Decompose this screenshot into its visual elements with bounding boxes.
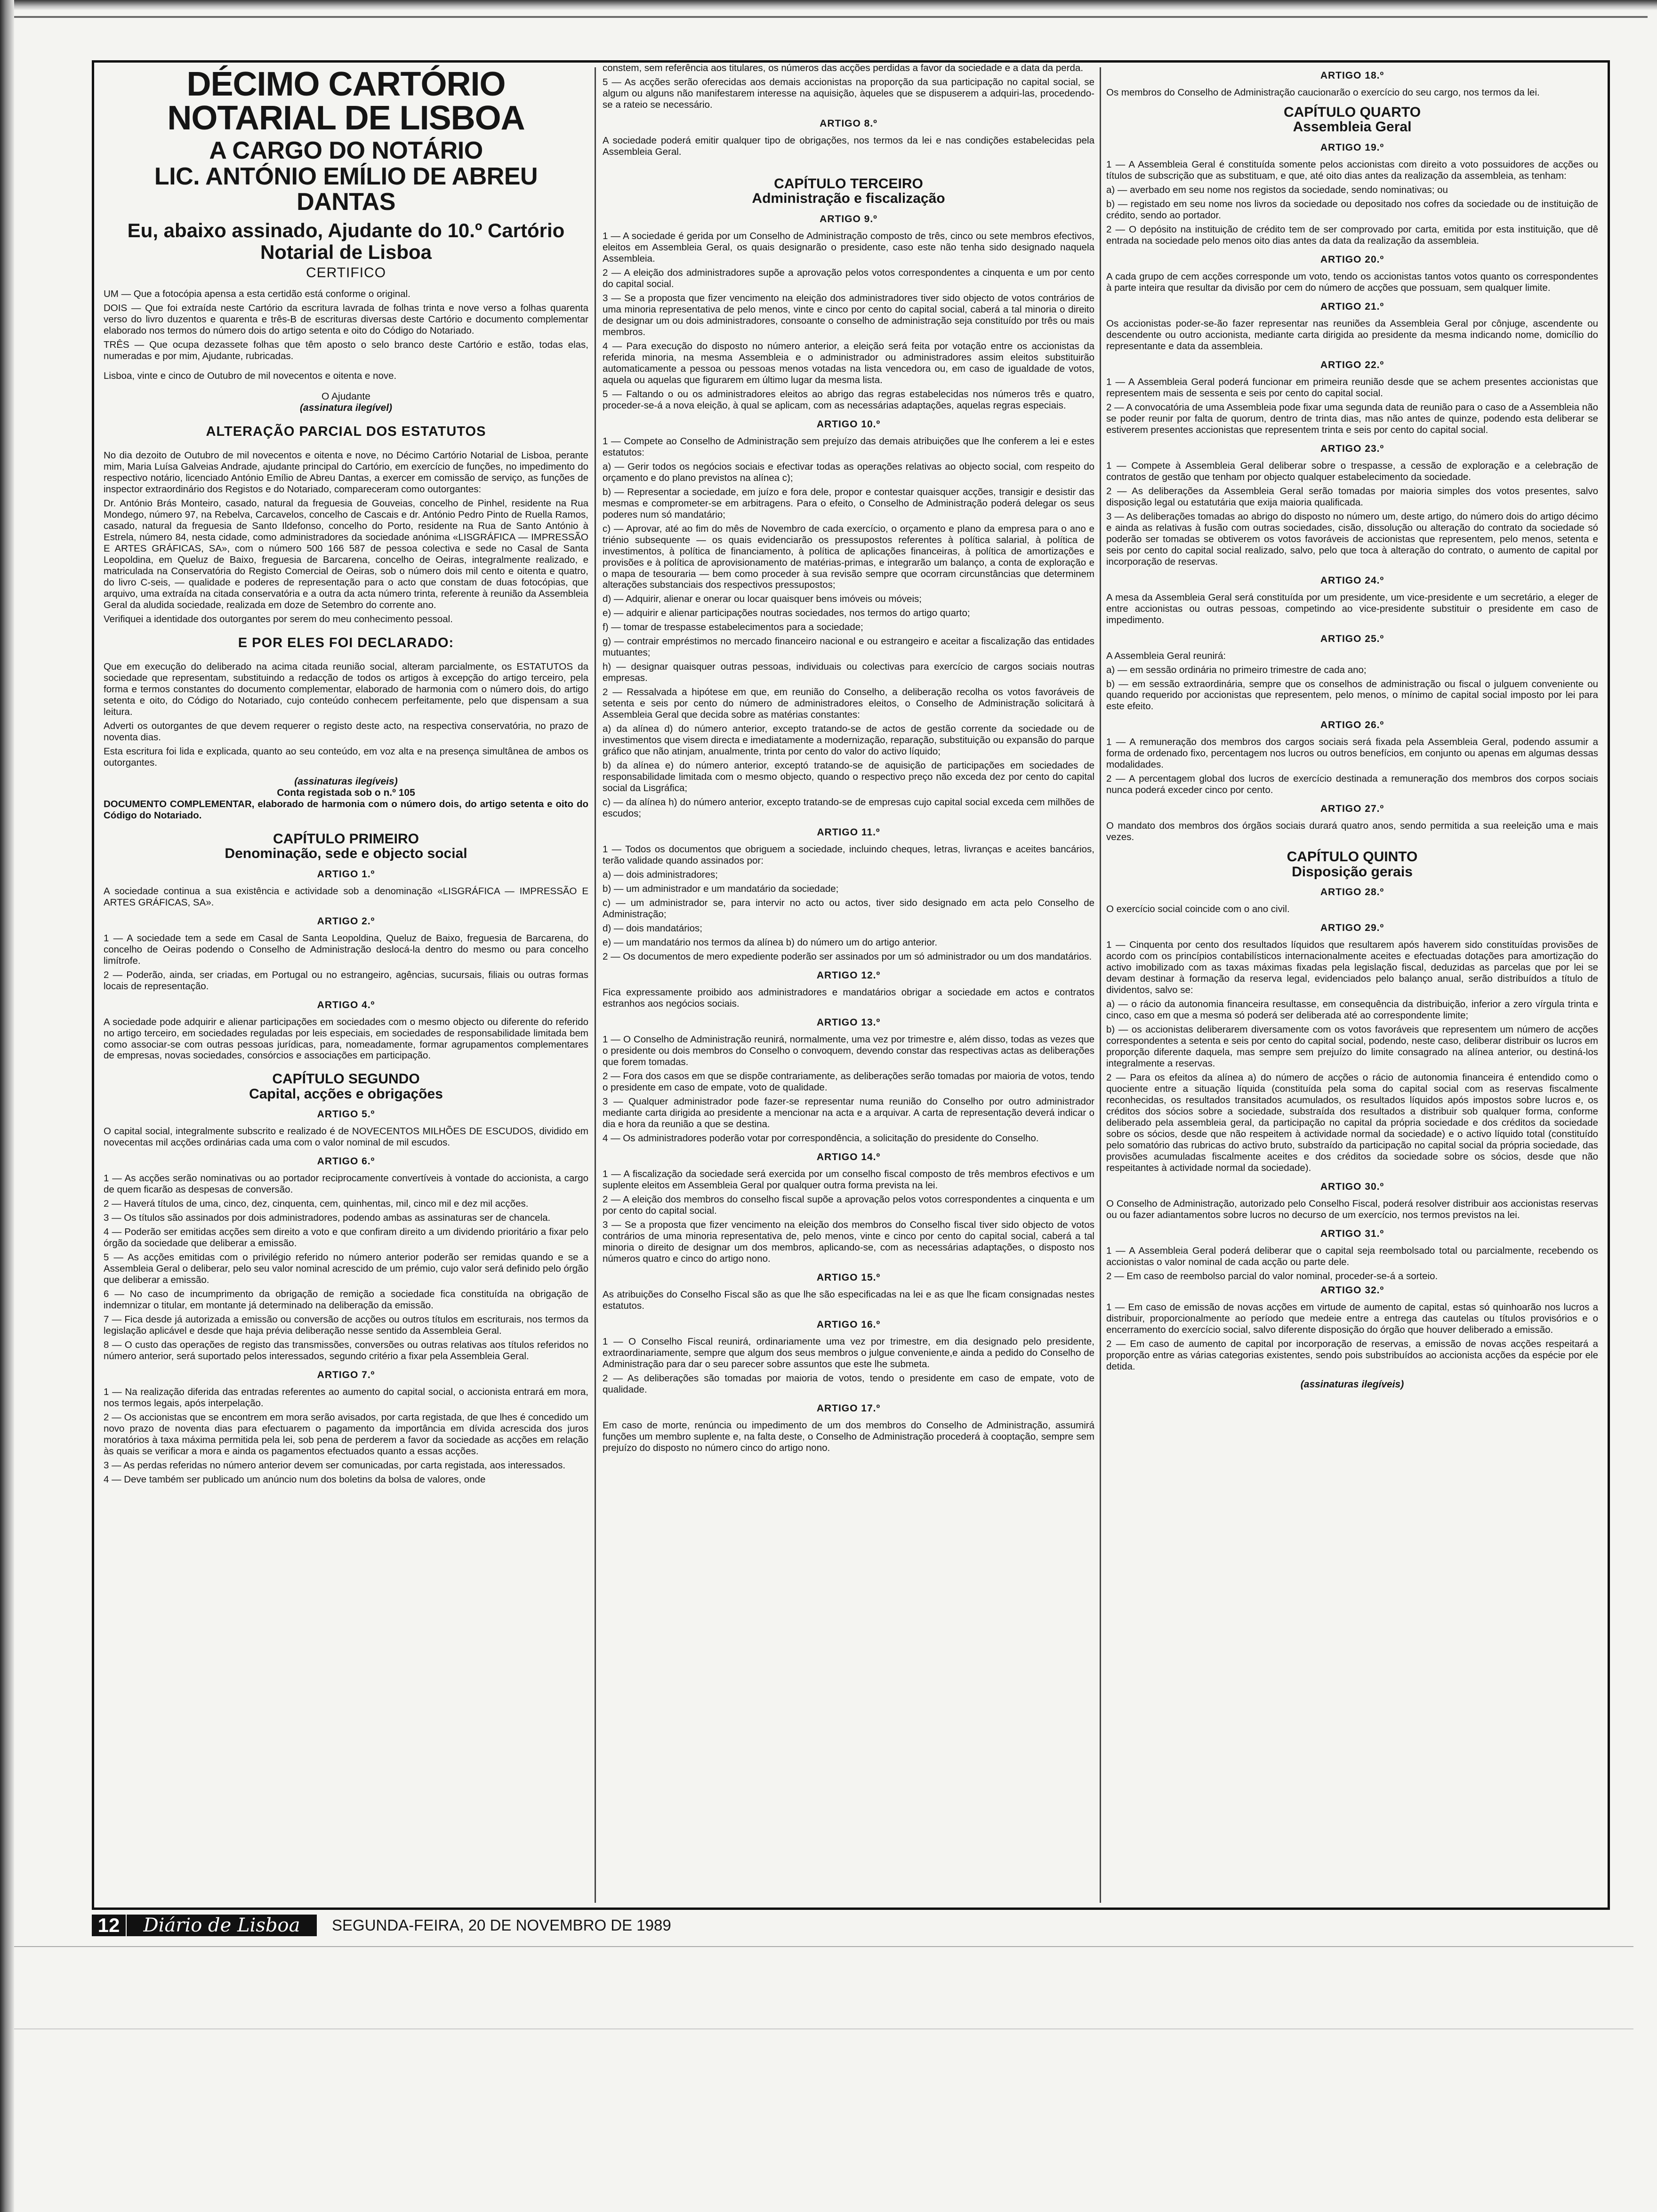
list-item: b) — Representar a sociedade, em juízo e fora dele, propor e contestar quaisquer acções, transigir e desistir das mesmas e comprometer-se em arbitragens. Para o efeito, o Conselho de Administração poderá delegar os seus poderes num só mandatário; (603, 486, 1094, 520)
list-item: a) — Gerir todos os negócios sociais e efectivar todas as operações relativas ao objecto social, com respeito do orçamento e do plano previstos na alínea c); (603, 461, 1094, 483)
ajudante-label: O Ajudante (322, 391, 370, 402)
assistant-line: Eu, abaixo assinado, Ajudante do 10.º Cartório Notarial de Lisboa (127, 219, 565, 263)
paragraph: Os accionistas poder-se-ão fazer representar nas reuniões da Assembleia Geral por cônjuge, ascendente ou descendente ou outro accionista, mediante carta dirigida ao presidente da mesma indicando nome, domicílio do representante e data da assembleia. (1106, 318, 1598, 352)
list-item: b) da alínea e) do número anterior, exceptó tratando-se de aquisição de participações em sociedades de responsabilidade limitada com o mesmo objecto, quando o respectivo preço não exceda dez por cento do capital social da Lisgráfica; (603, 760, 1094, 794)
list-item: a) da alínea d) do número anterior, excepto tratando-se de actos de gestão corrente da sociedade ou de investimentos que visem directa e imediatamente a modernização, reparação, substituição ou expansão do parque gráfico que não atinjam, anualmente, trinta por cento do valor do activo líquido; (603, 723, 1094, 757)
paragraph: 5 — Faltando o ou os administradores eleitos ao abrigo das regras estabelecidas nos números três e quatro, proceder-se-á a nova eleição, à qual se aplicam, com as necessárias adaptações, aquelas regras especiais. (603, 388, 1094, 411)
list-item: a) — averbado em seu nome nos registos da sociedade, sendo nominativas; ou (1106, 184, 1448, 195)
section-heading: ALTERAÇÃO PARCIAL DOS ESTATUTOS (206, 424, 486, 440)
paragraph: 1 — A Assembleia Geral poderá deliberar que o capital seja reembolsado total ou parcialmente, recebendo os accionistas o valor nominal de cada acção ou parte dele. (1106, 1245, 1598, 1267)
article-heading: ARTIGO 30.º (1320, 1181, 1384, 1193)
signature-note: (assinaturas ilegíveis) (294, 776, 398, 787)
article-heading: ARTIGO 2.º (317, 915, 375, 927)
article-heading: ARTIGO 16.º (816, 1319, 881, 1330)
article-heading: ARTIGO 17.º (816, 1403, 881, 1414)
paragraph: 2 — Em caso de reembolso parcial do valor nominal, proceder-se-á a sorteio. (1106, 1270, 1438, 1282)
list-item: h) — designar quaisquer outras pessoas, individuais ou colectivas para exercício de cargos sociais noutras empresas. (603, 661, 1094, 684)
paragraph: 2 — Haverá títulos de uma, cinco, dez, cinquenta, cem, quinhentas, mil, cinco mil e dez mil acções. (104, 1198, 529, 1210)
paragraph: O mandato dos membros dos órgãos sociais durará quatro anos, sendo permitida a sua reeleição uma e mais vezes. (1106, 820, 1598, 843)
column-2 (603, 63, 1094, 1907)
list-item: c) — um administrador se, para intervir no acto ou actos, tiver sido designado em acta pelo Conselho de Administração; (603, 898, 1094, 920)
article-heading: ARTIGO 20.º (1320, 254, 1384, 265)
column-3 (1106, 63, 1598, 1907)
page-footer (92, 1912, 798, 1940)
chapter-title: Assembleia Geral (1293, 119, 1412, 135)
article-heading: ARTIGO 15.º (816, 1272, 881, 1283)
paragraph: 1 — Em caso de emissão de novas acções em virtude de aumento de capital, estas só quinhoarão nos lucros a distribuir, proporcionalmente ao período que medeie entre a entrega das cautelas ou títulos provisórios e o encerramento do exercício social, salvo diferente disposição do órgão que houver deliberado a emissão. (1106, 1301, 1598, 1335)
paragraph: 1 — A Assembleia Geral poderá funcionar em primeira reunião desde que se achem presentes accionistas que representem mais de sessenta e seis por cento do capital social. (1106, 376, 1598, 399)
paragraph: 1 — O Conselho de Administração reunirá, normalmente, uma vez por trimestre e, além disso, todas as vezes que o presidente ou dois membros do Conselho o convoquem, devendo constar das respectivas actas as deliberações que forem tomadas. (603, 1034, 1094, 1067)
notary-line: A CARGO DO NOTÁRIO (209, 137, 483, 164)
paragraph: 5 — As acções emitidas com o privilégio referido no número anterior poderão ser remidas quando e se a Assembleia Geral o deliberar, pelo seu valor nominal acrescido de um prémio, cujo valor será definido pelo órgão que deliberar a emissão. (104, 1252, 588, 1286)
paragraph: Dr. António Brás Monteiro, casado, natural da freguesia de Gouveias, concelho de Pinhel, residente na Rua Mondego, número 97, na Rebelva, Carcavelos, concelho de Cascais e dr. António Pedro Pinto de Ruella Ramos, casado, natural da freguesia de Santo Ildefonso, concelho do Porto, residente na Rua de Santo António à Estrela, número 84, nesta cidade, como administradores da sociedade anónima «LISGRÁFICA — IMPRESSÃO E ARTES GRÁFICAS, SA», com o número 500 166 587 de pessoa colectiva e sede no Casal de Santa Leopoldina, em Queluz de Baixo, freguesia de Barcarena, concelho de Oeiras, integralmente realizado, e matriculada na Conservatória do Registo Comercial de Oeiras, sob o número dois mil cento e oitenta e quatro, do livro C-seis, — qualidade e poderes de representação para o acto que constam de duas fotocópias, que arquivo, uma extraída na citada conservatória e a outra da acta número trinta, referente à reunião da Assembleia Geral da aludida sociedade, realizada em doze de Setembro do corrente ano. (104, 497, 588, 610)
paragraph: 2 — Poderão, ainda, ser criadas, em Portugal ou no estrangeiro, agências, sucursais, filiais ou outras formas locais de representação. (104, 969, 588, 992)
paragraph: Lisboa, vinte e cinco de Outubro de mil novecentos e oitenta e nove. (104, 370, 397, 382)
paragraph: Em caso de morte, renúncia ou impedimento de um dos membros do Conselho de Administração, assumirá funções um membro suplente e, na falta deste, o Conselho de Administração procederá à cooptação, sempre sem prejuízo do disposto no número cinco do artigo nono. (603, 1419, 1094, 1453)
list-item: b) — em sessão extraordinária, sempre que os conselhos de administração ou fiscal o julguem conveniente ou quando requerido por accionistas que representem, pelo menos, o mínimo de capital social imposto por lei para este efeito. (1106, 678, 1598, 712)
paragraph: 1 — A fiscalização da sociedade será exercida por um conselho fiscal composto de três membros efectivos e um suplente eleitos em Assembleia Geral por qualquer outra forma prevista na lei. (603, 1168, 1094, 1191)
paragraph: TRÊS — Que ocupa dezassete folhas que têm aposto o selo branco deste Cartório e estão, todas elas, numeradas e por mim, Ajudante, rubricadas. (104, 339, 588, 362)
list-item: a) — em sessão ordinária no primeiro trimestre de cada ano; (1106, 664, 1367, 675)
article-heading: ARTIGO 5.º (317, 1109, 375, 1120)
article-heading: ARTIGO 23.º (1320, 443, 1384, 454)
article-heading: ARTIGO 31.º (1320, 1228, 1384, 1239)
paragraph: O exercício social coincide com o ano civil. (1106, 904, 1290, 915)
bottom-rule (14, 1946, 1633, 1947)
bottom-rule (14, 2028, 1633, 2029)
paragraph: 1 — Na realização diferida das entradas referentes ao aumento do capital social, o accionista entrará em mora, nos termos legais, após interpelação. (104, 1387, 588, 1409)
article-heading: ARTIGO 6.º (317, 1156, 375, 1167)
article-heading: ARTIGO 21.º (1320, 301, 1384, 312)
column-rule (595, 67, 596, 1903)
chapter-number: CAPÍTULO QUARTO (1283, 104, 1421, 120)
article-heading: ARTIGO 9.º (820, 213, 877, 224)
paragraph: Adverti os outorgantes de que devem requerer o registo deste acto, na respectiva conservatória, no prazo de noventa dias. (104, 720, 588, 743)
paragraph: 1 — O Conselho Fiscal reunirá, ordinariamente uma vez por trimestre, em dia designado pelo presidente, extraordinariamente, sempre que algum dos seus membros o julgue conveniente,e ainda a pedido do Conselho de Administração para dar o seu parecer sobre assuntos que este lhe submeta. (603, 1336, 1094, 1370)
paragraph: A sociedade pode adquirir e alienar participações em sociedades com o mesmo objecto ou diferente do referido no artigo terceiro, em sociedades reguladas por leis especiais, em sociedades de responsabilidade limitada bem como associar-se com outras pessoas jurídicas, para, nomeadamente, formar agrupamentos complementares de empresas, novas sociedades, consórcios e associações em participação. (104, 1016, 588, 1061)
list-item: b) — um administrador e um mandatário da sociedade; (603, 883, 839, 895)
paragraph: 4 — Para execução do disposto no número anterior, a eleição será feita por votação entre os accionistas da referida minoria, na mesma Assembleia e o administrador ou administradores assim eleitos substituirão automaticamente a pessoa ou pessoas menos votadas na lista vencedora ou, em caso de igualdade de votos, aquela ou aquelas que figurarem em último lugar da mesma lista. (603, 340, 1094, 385)
paragraph: 2 — Os accionistas que se encontrem em mora serão avisados, por carta registada, de que lhes é concedido um novo prazo de noventa dias para efectuarem o pagamento da importância em dívida acrescida dos juros moratórios à taxa máxima permitida pela lei, sob pena de perderem a favor da sociedade as acções em relação às quais se verificar a mora e ainda os pagamentos efectuados quanto a essas acções. (104, 1412, 588, 1457)
signature-note: (assinatura ilegível) (299, 402, 393, 414)
notice-title: DÉCIMO CARTÓRIO NOTARIAL DE LISBOA (167, 65, 525, 137)
paragraph: 2 — A eleição dos membros do conselho fiscal supõe a aprovação pelos votos correspondentes a cinquenta e um por cento do capital social. (603, 1194, 1094, 1216)
column-rule (1100, 67, 1101, 1903)
list-item: g) — contrair empréstimos no mercado financeiro nacional e ou estrangeiro e aceitar a fiscalização das entidades mutuantes; (603, 636, 1094, 658)
section-heading: E POR ELES FOI DECLARADO: (238, 635, 454, 650)
scan-rule (14, 16, 1648, 18)
chapter-number: CAPÍTULO SEGUNDO (272, 1071, 420, 1087)
paragraph: As atribuições do Conselho Fiscal são as que lhe são especificadas na lei e as que lhe ficam consignadas nestes estatutos. (603, 1289, 1094, 1311)
list-item: f) — tomar de trespasse estabelecimentos para a sociedade; (603, 622, 863, 633)
paragraph: 2 — Fora dos casos em que se dispõe contrariamente, as deliberações serão tomadas por maioria de votos, tendo o presidente em caso de empate, voto de qualidade. (603, 1070, 1094, 1093)
paragraph: 3 — As perdas referidas no número anterior devem ser comunicadas, por carta registada, aos interessados. (104, 1460, 566, 1471)
chapter-title: Capital, acções e obrigações (249, 1086, 443, 1102)
article-heading: ARTIGO 1.º (317, 868, 375, 880)
page-number: 12 (92, 1915, 126, 1936)
chapter-heading (104, 832, 588, 861)
paragraph: 3 — Os títulos são assinados por dois administradores, podendo ambas as assinaturas ser de chancela. (104, 1212, 551, 1224)
paragraph: 1 — A remuneração dos membros dos cargos sociais será fixada pela Assembleia Geral, podendo assumir a forma de ordenado fixo, percentagem nos lucros ou outros benefícios, em conjunto ou apenas em algumas dessas modalidades. (1106, 737, 1598, 770)
paragraph: 3 — Qualquer administrador pode fazer-se representar numa reunião do Conselho por outro administrador mediante carta dirigida ao presidente a mencionar na acta e a arquivar. A carta de representação deverá indicar o dia e hora da reunião a que se destina. (603, 1096, 1094, 1130)
paragraph: 1 — A sociedade é gerida por um Conselho de Administração composto de três, cinco ou sete membros efectivos, eleitos em Assembleia Geral, os quais designarão o presidente, caso este não tenha sido designado naquela Assembleia. (603, 230, 1094, 264)
paragraph: 3 — Se a proposta que fizer vencimento na eleição dos membros do Conselho fiscal tiver sido objecto de votos contrários de uma minoria representativa de, pelo menos, vinte e cinco por cento do capital social, caberá a tal minoria o direito de designar um dos membros, aplicando-se, com as necessárias adaptações, o disposto nos números quatro e cinco do artigo nono. (603, 1219, 1094, 1264)
list-item: d) — Adquirir, alienar e onerar ou locar quaisquer bens imóveis ou móveis; (603, 593, 922, 605)
chapter-heading (1106, 105, 1598, 135)
paragraph: Os membros do Conselho de Administração caucionarão o exercício do seu cargo, nos termos da lei. (1106, 87, 1540, 98)
article-heading: ARTIGO 22.º (1320, 359, 1384, 370)
chapter-number: CAPÍTULO TERCEIRO (774, 176, 923, 192)
list-item: c) — da alínea h) do número anterior, excepto tratando-se de empresas cujo capital social exceda cem milhões de escudos; (603, 797, 1094, 819)
column-1 (104, 63, 588, 1907)
chapter-heading (603, 176, 1094, 206)
paragraph: 8 — O custo das operações de registo das transmissões, conversões ou outras relativas aos títulos referidos no número anterior, será suportado pelos interessados, segundo critério a fixar pela Assembleia Geral. (104, 1339, 588, 1362)
paragraph: Esta escritura foi lida e explicada, quanto ao seu conteúdo, em voz alta e na presença simultânea de ambos os outorgantes. (104, 745, 588, 768)
conta-line: Conta registada sob o n.º 105 (277, 787, 415, 798)
list-item: e) — adquirir e alienar participações noutras sociedades, nos termos do artigo quarto; (603, 608, 970, 619)
article-heading: ARTIGO 11.º (817, 827, 880, 838)
list-item: a) — o rácio da autonomia financeira resultasse, em consequência da distribuição, inferior a zero vírgula trinta e cinco, caso em que a mesma só poderá ser deliberada até ao correspondente limite; (1106, 999, 1598, 1021)
signature-note: (assinaturas ilegíveis) (1300, 1378, 1404, 1390)
complementary-doc: DOCUMENTO COMPLEMENTAR, elaborado de harmonia com o número dois, do artigo setenta e oito do Código do Notariado. (104, 798, 588, 821)
paragraph: 2 — As deliberações da Assembleia Geral serão tomadas por maioria simples dos votos presentes, salvo disposição legal ou estatutária que exija maioria qualificada. (1106, 485, 1598, 508)
paragraph: 1 — Cinquenta por cento dos resultados líquidos que resultarem após haverem sido constituídas provisões de acordo com os princípios contabilísticos internacionalmente aceites e efectuadas dotações para amortização do activo imobilizado com as taxas máximas fixadas pela legislação fiscal, deduzidas as parcelas que por lei se devam destinar à formação da reserva legal, evidenciados pelo balanço anual, serão distribuídos a título de dividentos, salvo se: (1106, 939, 1598, 996)
paragraph: 2 — A eleição dos administradores supõe a aprovação pelos votos correspondentes a cinquenta e um por cento do capital social. (603, 267, 1094, 289)
list-item: d) — dois mandatários; (603, 923, 702, 934)
paragraph: 2 — Ressalvada a hipótese em que, em reunião do Conselho, a deliberação recolha os votos favoráveis de setenta e seis por cento do número de administradores eleitos, o Conselho de Administração solicitará à Assembleia Geral que decida sobre as matérias constantes: (603, 687, 1094, 721)
article-heading: ARTIGO 26.º (1320, 720, 1384, 731)
chapter-number: CAPÍTULO QUINTO (1287, 849, 1418, 865)
paragraph: constem, sem referência aos titulares, os números das acções perdidas a favor da sociedade e a data da perda. (603, 63, 1084, 73)
paragraph: Que em execução do deliberado na acima citada reunião social, alteram parcialmente, os ESTATUTOS da sociedade que representam, substituindo a redacção de todos os artigos à excepção do artigo terceiro, pela forma e termos constantes do documento complementar, elaborado de harmonia com o número dois, do artigo setenta e oito, do Código do Notariado, cujo conteúdo conhecem perfeitamente, pelo que dispensam a sua leitura. (104, 661, 588, 717)
chapter-number: CAPÍTULO PRIMEIRO (273, 831, 419, 847)
list-item: e) — um mandatário nos termos da alínea b) do número um do artigo anterior. (603, 937, 938, 948)
paragraph: 2 — Para os efeitos da alínea a) do número de acções o rácio de autonomia financeira é entendido como o quociente entre a situação líquida (constituída pela soma do capital social com as reservas fiscalmente reconhecidas, os resultados transitados acumulados, os resultados líquidos após impostos sobre lucros e, os créditos dos sócios sobre a sociedade, substraída dos resultados a distribuir sob qualquer forma, conforme deliberado pela assembleia geral, da participação no capital da própria sociedade e dos créditos da sociedade sobre os sócios, desde que não respeitem à actividade normal da sociedade) e o activo líquido total (constituído pelo somatório das rubricas do activo bruto, substraído da participação no capital social da própria sociedade, das provisões acumuladas fiscalmente aceites e dos créditos da sociedade sobre os sócios, desde que não respeitantes à actividade normal da sociedade). (1106, 1072, 1598, 1174)
notary-name: LIC. ANTÓNIO EMÍLIO DE ABREU DANTAS (154, 162, 538, 216)
paragraph: 2 — As deliberações são tomadas por maioria de votos, tendo o presidente em caso de empate, voto de qualidade. (603, 1372, 1094, 1395)
paragraph: UM — Que a fotocópia apensa a esta certidão está conforme o original. (104, 289, 410, 300)
chapter-heading (104, 1072, 588, 1101)
list-item: b) — registado em seu nome nos livros da sociedade ou depositado nos cofres da sociedade ou de instituição de crédito, sendo ao portador. (1106, 198, 1598, 221)
article-heading: ARTIGO 10.º (816, 418, 881, 430)
list-item: b) — os accionistas deliberarem diversamente com os votos favoráveis que representem um número de acções correspondentes a setenta e seis por cento do capital social, podendo, neste caso, deliberar distribuir os lucros em proporção diferente daquela, mas sempre sem prejuízo do limite consagrado na alínea anterior, ou destiná-los integralmente a reservas. (1106, 1024, 1598, 1069)
newspaper-masthead: Diário de Lisboa (127, 1915, 317, 1936)
paragraph: 2 — Em caso de aumento de capital por incorporação de reservas, a emissão de novas acções respeitará a proporção entre as várias categorias existentes, sendo pois substribuídos ao accionista acções da espécie por ele detida. (1106, 1338, 1598, 1372)
article-heading: ARTIGO 7.º (317, 1370, 375, 1381)
article-heading: ARTIGO 14.º (816, 1151, 881, 1162)
article-heading: ARTIGO 32.º (1320, 1284, 1384, 1296)
paragraph: O capital social, integralmente subscrito e realizado é de NOVECENTOS MILHÕES DE ESCUDOS, dividido em novecentas mil acções ordinárias cada uma com o valor nominal de mil escudos. (104, 1126, 588, 1148)
paragraph: 1 — Compete ao Conselho de Administração sem prejuízo das demais atribuições que lhe conferem a lei e estes estatutos: (603, 435, 1094, 458)
paragraph: 2 — O depósito na instituição de crédito tem de ser comprovado por carta, emitida por esta instituição, que dê entrada na sociedade pelo menos oito dias antes da data da realização da assembleia. (1106, 224, 1598, 246)
paragraph: A cada grupo de cem acções corresponde um voto, tendo os accionistas tantos votos quanto os correspondentes à parte inteira que resultar da divisão por cem do número de acções que possuam, sem qualquer limite. (1106, 271, 1598, 293)
notice-frame (92, 60, 1610, 1910)
chapter-title: Denominação, sede e objecto social (225, 846, 467, 862)
paragraph: 3 — Se a proposta que fizer vencimento na eleição dos administradores tiver sido objecto de votos contrários de uma minoria representativa de pelo menos, vinte e cinco por cento do capital social, caberá a tal minoria o direito de designar um ou dois administradores, consoante o conselho de administração seja constituído por três ou mais membros. (603, 292, 1094, 337)
paragraph: DOIS — Que foi extraída neste Cartório da escritura lavrada de folhas trinta e nove verso a folhas quarenta verso do livro duzentos e quarenta e três-B de escrituras diversas deste Cartório e documento complementar elaborado nos termos do número dois do artigo setenta e oito do Código do Notariado. (104, 303, 588, 337)
article-heading: ARTIGO 13.º (816, 1017, 881, 1028)
paragraph: O Conselho de Administração, autorizado pelo Conselho Fiscal, poderá resolver distribuir aos accionistas reservas ou ou fazer adiantamentos sobre lucros no decurso de um exercício, nos termos previstos na lei. (1106, 1198, 1598, 1220)
issue-date: SEGUNDA-FEIRA, 20 DE NOVEMBRO DE 1989 (332, 1916, 671, 1934)
list-item: c) — Aprovar, até ao fim do mês de Novembro de cada exercício, o orçamento e plano da empresa para o ano e triénio subsequente — os quais evidenciarão os pressupostos referentes à política salarial, à política de investimentos, à política de financiamento, à política de aplicações financeiras, à política de amortizações e provisões e à política de aprovisionamento de matérias-primas, e integrarão um balanço, a conta de exploração e o mapa de tesouraria — bem como proceder à sua revisão sempre que ocorram circunstâncias que determinem alterações substanciais dos respectivos pressupostos; (603, 523, 1094, 591)
list-item: a) — dois administradores; (603, 869, 718, 881)
paragraph: 7 — Fica desde já autorizada a emissão ou conversão de acções ou outros títulos em escriturais, nos termos da legislação aplicável e desde que haja prévia deliberação nesse sentido da Assembleia Geral. (104, 1314, 588, 1337)
paragraph: 1 — A Assembleia Geral é constituída somente pelos accionistas com direito a voto possuidores de acções ou títulos de subscrição que as substituam, e que, até oito dias antes da realização da assembleia, as tenham: (1106, 159, 1598, 181)
paragraph: No dia dezoito de Outubro de mil novecentos e oitenta e nove, no Décimo Cartório Notarial de Lisboa, perante mim, Maria Luísa Galveias Andrade, ajudante principal do Cartório, em exercício de funções, no impedimento do respectivo notário, licenciado António Emílio de Abreu Dantas, a exercer em comissão de serviço, as funções de inspector extraordinário dos Registos e do Notariado, compareceram como outorgantes: (104, 450, 588, 495)
paragraph: 1 — As acções serão nominativas ou ao portador reciprocamente convertíveis à vontade do accionista, a cargo de quem ficarão as despesas de conversão. (104, 1173, 588, 1195)
paragraph: 4 — Deve também ser publicado um anúncio num dos boletins da bolsa de valores, onde (104, 1474, 486, 1485)
paragraph: A sociedade continua a sua existência e actividade sob a denominação «LISGRÁFICA — IMPRESSÃO E ARTES GRÁFICAS, SA». (104, 885, 588, 908)
paragraph: A mesa da Assembleia Geral será constituída por um presidente, um vice-presidente e um secretário, a eleger de entre accionistas ou outras pessoas, competindo ao vice-presidente substituir o presidente em caso de impedimento. (1106, 592, 1598, 625)
paragraph: A sociedade poderá emitir qualquer tipo de obrigações, nos termos da lei e nas condições estabelecidas pela Assembleia Geral. (603, 135, 1094, 157)
paragraph: 1 — Compete à Assembleia Geral deliberar sobre o trespasse, a cessão de exploração e a celebração de contratos de gestão que tenham por objecto qualquer estabelecimento da sociedade. (1106, 460, 1598, 482)
paragraph: 3 — As deliberações tomadas ao abrigo do disposto no número um, deste artigo, do número dois do artigo décimo e ainda as relativas à fusão com outras sociedades, cisão, dissolução ou alteração do contrato da sociedade só poderão ser tomadas se obtiverem os votos favoráveis de accionistas que representem, pelo menos, setenta e seis por cento do capital social realizado, salvo, pelo que toca à alteração do contrato, o aumento de capital por incorporação de reservas. (1106, 511, 1598, 567)
certifico-heading: CERTIFICO (306, 265, 386, 281)
paragraph: 4 — Os administradores poderão votar por correspondência, a solicitação do presidente do Conselho. (603, 1132, 1039, 1144)
scan-top-edge (0, 0, 1657, 10)
scan-left-edge (0, 0, 14, 2212)
article-heading: ARTIGO 29.º (1320, 922, 1384, 934)
article-heading: ARTIGO 12.º (816, 970, 881, 981)
article-heading: ARTIGO 18.º (1320, 70, 1384, 81)
paragraph: 1 — A sociedade tem a sede em Casal de Santa Leopoldina, Queluz de Baixo, freguesia de Barcarena, do concelho de Oeiras podendo o Conselho de Administração deslocá-la dentro do mesmo ou para concelho limítrofe. (104, 932, 588, 966)
paragraph: Fica expressamente proibido aos administradores e mandatários obrigar a sociedade em actos e contratos estranhos aos negócios sociais. (603, 987, 1094, 1010)
article-heading: ARTIGO 19.º (1320, 142, 1384, 153)
paragraph: A Assembleia Geral reunirá: (1106, 650, 1226, 661)
article-heading: ARTIGO 27.º (1320, 803, 1384, 815)
paragraph: 2 — A convocatória de uma Assembleia pode fixar uma segunda data de reunião para o caso de a Assembleia não se poder reunir por falta de quorum, dentro de trinta dias, mas não antes de quinze, podendo esta deliberar se estiverem presentes accionistas que representem trinta e seis por cento do capital social. (1106, 401, 1598, 435)
chapter-title: Disposição gerais (1292, 864, 1413, 880)
paragraph: 2 — Os documentos de mero expediente poderão ser assinados por um só administrador ou um dos mandatários. (603, 951, 1092, 962)
paragraph: 5 — As acções serão oferecidas aos demais accionistas na proporção da sua participação no capital social, se algum ou alguns não manifestarem interesse na aquisição, àqueles que se dispuserem a adquiri-las, procedendo-se a rateio se necessário. (603, 76, 1094, 110)
article-heading: ARTIGO 8.º (820, 118, 877, 129)
chapter-heading (1106, 850, 1598, 879)
article-heading: ARTIGO 25.º (1320, 633, 1384, 644)
paragraph: Verifiquei a identidade dos outorgantes por serem do meu conhecimento pessoal. (104, 613, 453, 625)
article-heading: ARTIGO 28.º (1320, 887, 1384, 898)
paragraph: 6 — No caso de incumprimento da obrigação de remição a sociedade fica constituída na obrigação de indemnizar o titular, em montante já determinado na deliberação da emissão. (104, 1289, 588, 1311)
paragraph: 4 — Poderão ser emitidas acções sem direito a voto e que confiram direito a um dividendo prioritário a fixar pelo órgão da sociedade que deliberar a emissão. (104, 1226, 588, 1249)
chapter-title: Administração e fiscalização (752, 191, 945, 207)
article-heading: ARTIGO 4.º (317, 999, 375, 1010)
paragraph: 2 — A percentagem global dos lucros de exercício destinada a remuneração dos membros dos corpos sociais nunca poderá exceder cinco por cento. (1106, 773, 1598, 796)
article-heading: ARTIGO 24.º (1320, 575, 1384, 586)
paragraph: 1 — Todos os documentos que obriguem a sociedade, incluindo cheques, letras, livranças e aceites bancários, terão validade quando assinados por: (603, 844, 1094, 866)
